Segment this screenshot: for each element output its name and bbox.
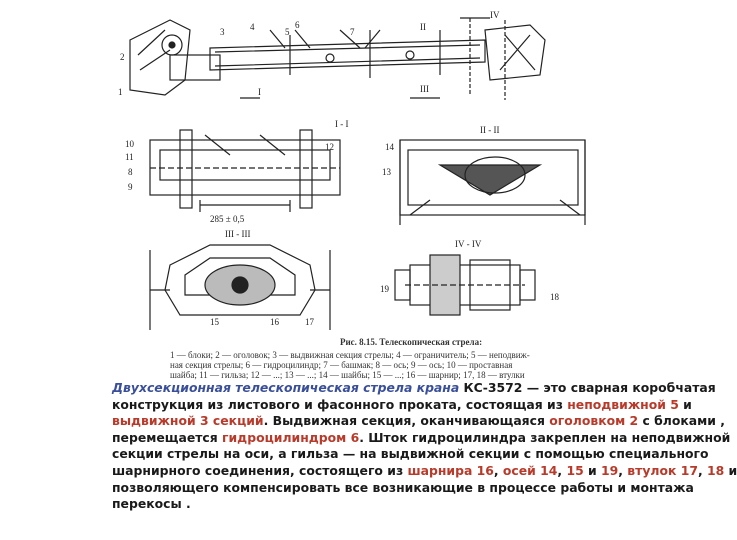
section-label-2: II - II <box>480 125 500 135</box>
highlighted-term: 15 <box>566 462 584 478</box>
figure-caption-title: Рис. 8.15. Телескопическая стрела: <box>340 337 483 347</box>
text-segment: перемещается <box>112 429 223 445</box>
text-segment: , <box>618 462 628 478</box>
text-segment: , <box>493 462 503 478</box>
paragraph-line <box>112 429 731 447</box>
part-label-6: 6 <box>295 20 300 30</box>
part-label-14: 14 <box>385 142 394 152</box>
highlighted-term: выдвижной 3 секций <box>112 413 264 429</box>
figure-caption-line: ная секция стрелы; 6 — гидроцилиндр; 7 — башмак; 8 — ось; 9 — ось; 10 — проставная <box>170 360 513 370</box>
highlighted-term: шарнира 16 <box>407 462 494 478</box>
part-label-15: 15 <box>210 317 219 327</box>
section-label-4: IV - IV <box>455 239 482 249</box>
part-label-11: 11 <box>125 152 134 162</box>
text-segment: шарнирного соединения, состоящего из <box>112 462 408 478</box>
section-label-1: I - I <box>335 119 349 129</box>
paragraph-line <box>112 496 652 513</box>
paragraph-line <box>112 396 692 414</box>
part-label-13: 13 <box>382 167 391 177</box>
text-segment: с блоками , <box>638 413 726 429</box>
text-segment: , <box>557 462 567 478</box>
highlighted-term: неподвижной 5 <box>567 396 679 412</box>
section-1 <box>150 130 340 212</box>
section-3 <box>150 245 330 330</box>
part-label-9: 9 <box>128 182 133 192</box>
figure-caption-line: шайба; 11 — гильза; 12 — ...; 13 — ...; 14 — шайбы; 15 — ...; 16 — шарнир; 17, 18 — втулки <box>170 370 525 380</box>
highlighted-term: втулок 17 <box>627 462 698 478</box>
text-segment: — это сварная коробчатая <box>522 380 716 395</box>
paragraph-line <box>112 479 694 497</box>
dimension-label: 285 ± 0,5 <box>210 214 245 224</box>
highlighted-term: гидроцилиндром 6 <box>222 429 360 445</box>
text-segment: , <box>697 462 707 478</box>
part-label-12: 12 <box>325 142 334 152</box>
part-label-19: 19 <box>380 284 389 294</box>
part-label-5: 5 <box>285 27 290 37</box>
roman-mark-4: IV <box>490 10 500 20</box>
text-segment: КС-3572 <box>463 380 523 395</box>
description-paragraph <box>112 380 737 513</box>
highlighted-term: 18 <box>706 462 725 478</box>
section-4 <box>395 255 535 315</box>
text-segment: позволяющего компенсировать все возникающие в процессе работы и монтажа <box>112 479 694 495</box>
text-segment: перекосы . <box>112 496 191 512</box>
text-segment: и <box>678 396 692 412</box>
text-segment: . Шток гидроцилиндра закреплен на неподвижной <box>359 429 731 445</box>
part-label-18: 18 <box>550 292 559 302</box>
part-label-1: 1 <box>118 87 123 97</box>
text-segment: и <box>724 462 737 478</box>
paragraph-line <box>112 380 716 397</box>
boom-side-view <box>130 18 545 100</box>
paragraph-line <box>112 462 737 480</box>
part-label-3: 3 <box>220 27 225 37</box>
text-segment: секции стрелы на оси, а гильза — на выдвижной секции с помощью специального <box>112 446 709 462</box>
part-label-2: 2 <box>120 52 125 62</box>
highlighted-term: оголовком 2 <box>549 413 639 429</box>
part-label-16: 16 <box>270 317 279 327</box>
technical-drawing <box>110 0 610 385</box>
highlighted-term: 19 <box>601 462 619 478</box>
highlighted-term: Двухсекционная телескопическая стрела крана <box>112 380 464 395</box>
text-segment: конструкция из листового и фасонного проката, состоящая из <box>112 396 568 412</box>
part-label-10: 10 <box>125 139 134 149</box>
part-label-7: 7 <box>350 27 355 37</box>
part-label-4: 4 <box>250 22 255 32</box>
section-label-3: III - III <box>225 229 251 239</box>
roman-mark-2: II <box>420 22 426 32</box>
part-label-17: 17 <box>305 317 314 327</box>
paragraph-line <box>112 413 726 430</box>
part-label-8: 8 <box>128 167 133 177</box>
section-2 <box>400 140 585 225</box>
paragraph-line <box>112 446 709 463</box>
highlighted-term: осей 14 <box>502 462 558 478</box>
figure-caption-line: 1 — блоки; 2 — оголовок; 3 — выдвижная секция стрелы; 4 — ограничитель; 5 — неподвиж- <box>170 350 530 360</box>
roman-mark-1: I <box>258 87 261 97</box>
text-segment: . Выдвижная секция, оканчивающаяся <box>263 413 550 429</box>
roman-mark-3: III <box>420 84 429 94</box>
text-segment: и <box>583 462 602 478</box>
